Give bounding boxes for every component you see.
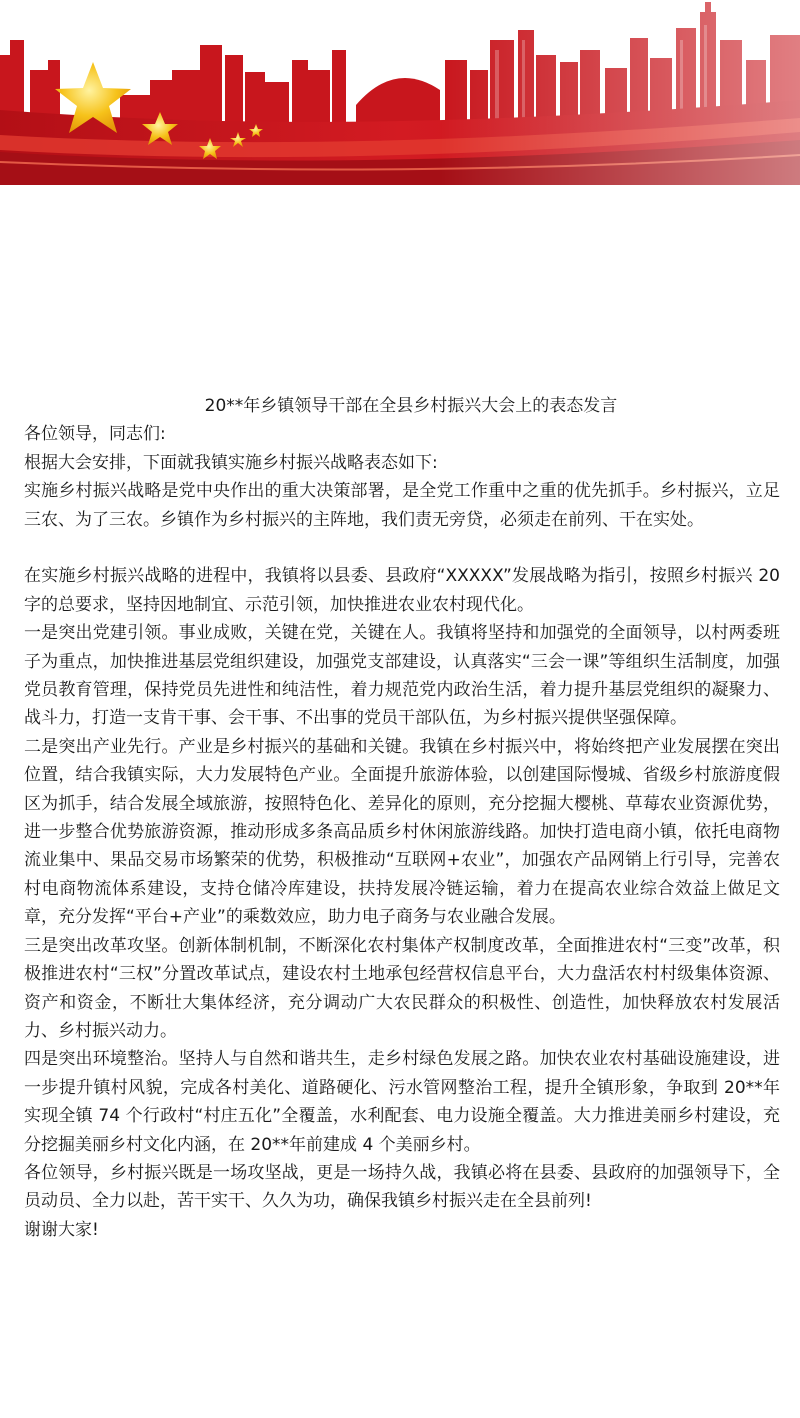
speech-document <box>24 392 780 1244</box>
city-skyline-illustration <box>0 0 800 185</box>
salutation: 各位领导，同志们: <box>24 424 166 445</box>
header-banner <box>0 0 800 185</box>
paragraph-party-building: 一是突出党建引领。事业成败，关键在党，关键在人。我镇将坚持和加强党的全面领导，以村两委班子为重点，加快推进基层党组织建设，加强党支部建设，认真落实“三会一课”等组织生活制度，加强党员教育管理，保持党员先进性和纯洁性，着力规范党内政治生活，着力提升基层党组织的凝聚力、战斗力，打造一支肯干事、会干事、不出事的党员干部队伍，为乡村振兴提供坚强保障。 <box>24 623 780 729</box>
blank-line <box>24 534 780 562</box>
paragraph-closing: 各位领导，乡村振兴既是一场攻坚战，更是一场持久战，我镇必将在县委、县政府的加强领导下，全员动员、全力以赴，苦干实干、久久为功，确保我镇乡村振兴走在全县前列! <box>24 1162 780 1212</box>
paragraph-reform: 三是突出改革攻坚。创新体制机制，不断深化农村集体产权制度改革，全面推进农村“三变”改革，积极推进农村“三权”分置改革试点，建设农村土地承包经营权信息平台，大力盘活农村村级集体资源、资产和资金，不断壮大集体经济，充分调动广大农民群众的积极性、创造性，加快释放农村发展活力、乡村振兴动力。 <box>24 935 780 1041</box>
paragraph-environment: 四是突出环境整治。坚持人与自然和谐共生，走乡村绿色发展之路。加快农业农村基础设施建设，进一步提升镇村风貌，完成各村美化、道路硬化、污水管网整治工程，提升全镇形象，争取到 20**年实现全镇 74 个行政村“村庄五化”全覆盖，水利配套、电力设施全覆盖。大力推进美丽乡村建设，充分挖掘美丽乡村文化内涵，在 20**年前建成 4 个美丽乡村。 <box>24 1049 780 1155</box>
document-title: 20**年乡镇领导干部在全县乡村振兴大会上的表态发言 <box>204 396 618 416</box>
paragraph: 实施乡村振兴战略是党中央作出的重大决策部署，是全党工作重中之重的优先抓手。乡村振兴，立足三农、为了三农。乡镇作为乡村振兴的主阵地，我们责无旁贷，必须走在前列、干在实处。 <box>24 481 780 530</box>
paragraph: 在实施乡村振兴战略的进程中，我镇将以县委、县政府“XXXXX”发展战略为指引，按照乡村振兴 20 字的总要求，坚持因地制宜、示范引领，加快推进农业农村现代化。 <box>24 566 780 615</box>
paragraph-industry: 二是突出产业先行。产业是乡村振兴的基础和关键。我镇在乡村振兴中，将始终把产业发展摆在突出位置，结合我镇实际，大力发展特色产业。全面提升旅游体验，以创建国际慢城、省级乡村旅游度假区为抓手，结合发展全域旅游，按照特色化、差异化的原则，充分挖掘大樱桃、草莓农业资源优势，进一步整合优势旅游资源，推动形成多条高品质乡村休闲旅游线路。加快打造电商小镇，依托电商物流业集中、果品交易市场繁荣的优势，积极推动“互联网+农业”，加强农产品网销上行引导，完善农村电商物流体系建设，支持仓储冷库建设，扶持发展冷链运输，着力在提高农业综合效益上做足文章，充分发挥“平台+产业”的乘数效应，助力电子商务与农业融合发展。 <box>24 736 780 928</box>
paragraph-intro: 根据大会安排，下面就我镇实施乡村振兴战略表态如下: <box>24 452 438 473</box>
paragraph-thanks: 谢谢大家! <box>24 1219 99 1240</box>
